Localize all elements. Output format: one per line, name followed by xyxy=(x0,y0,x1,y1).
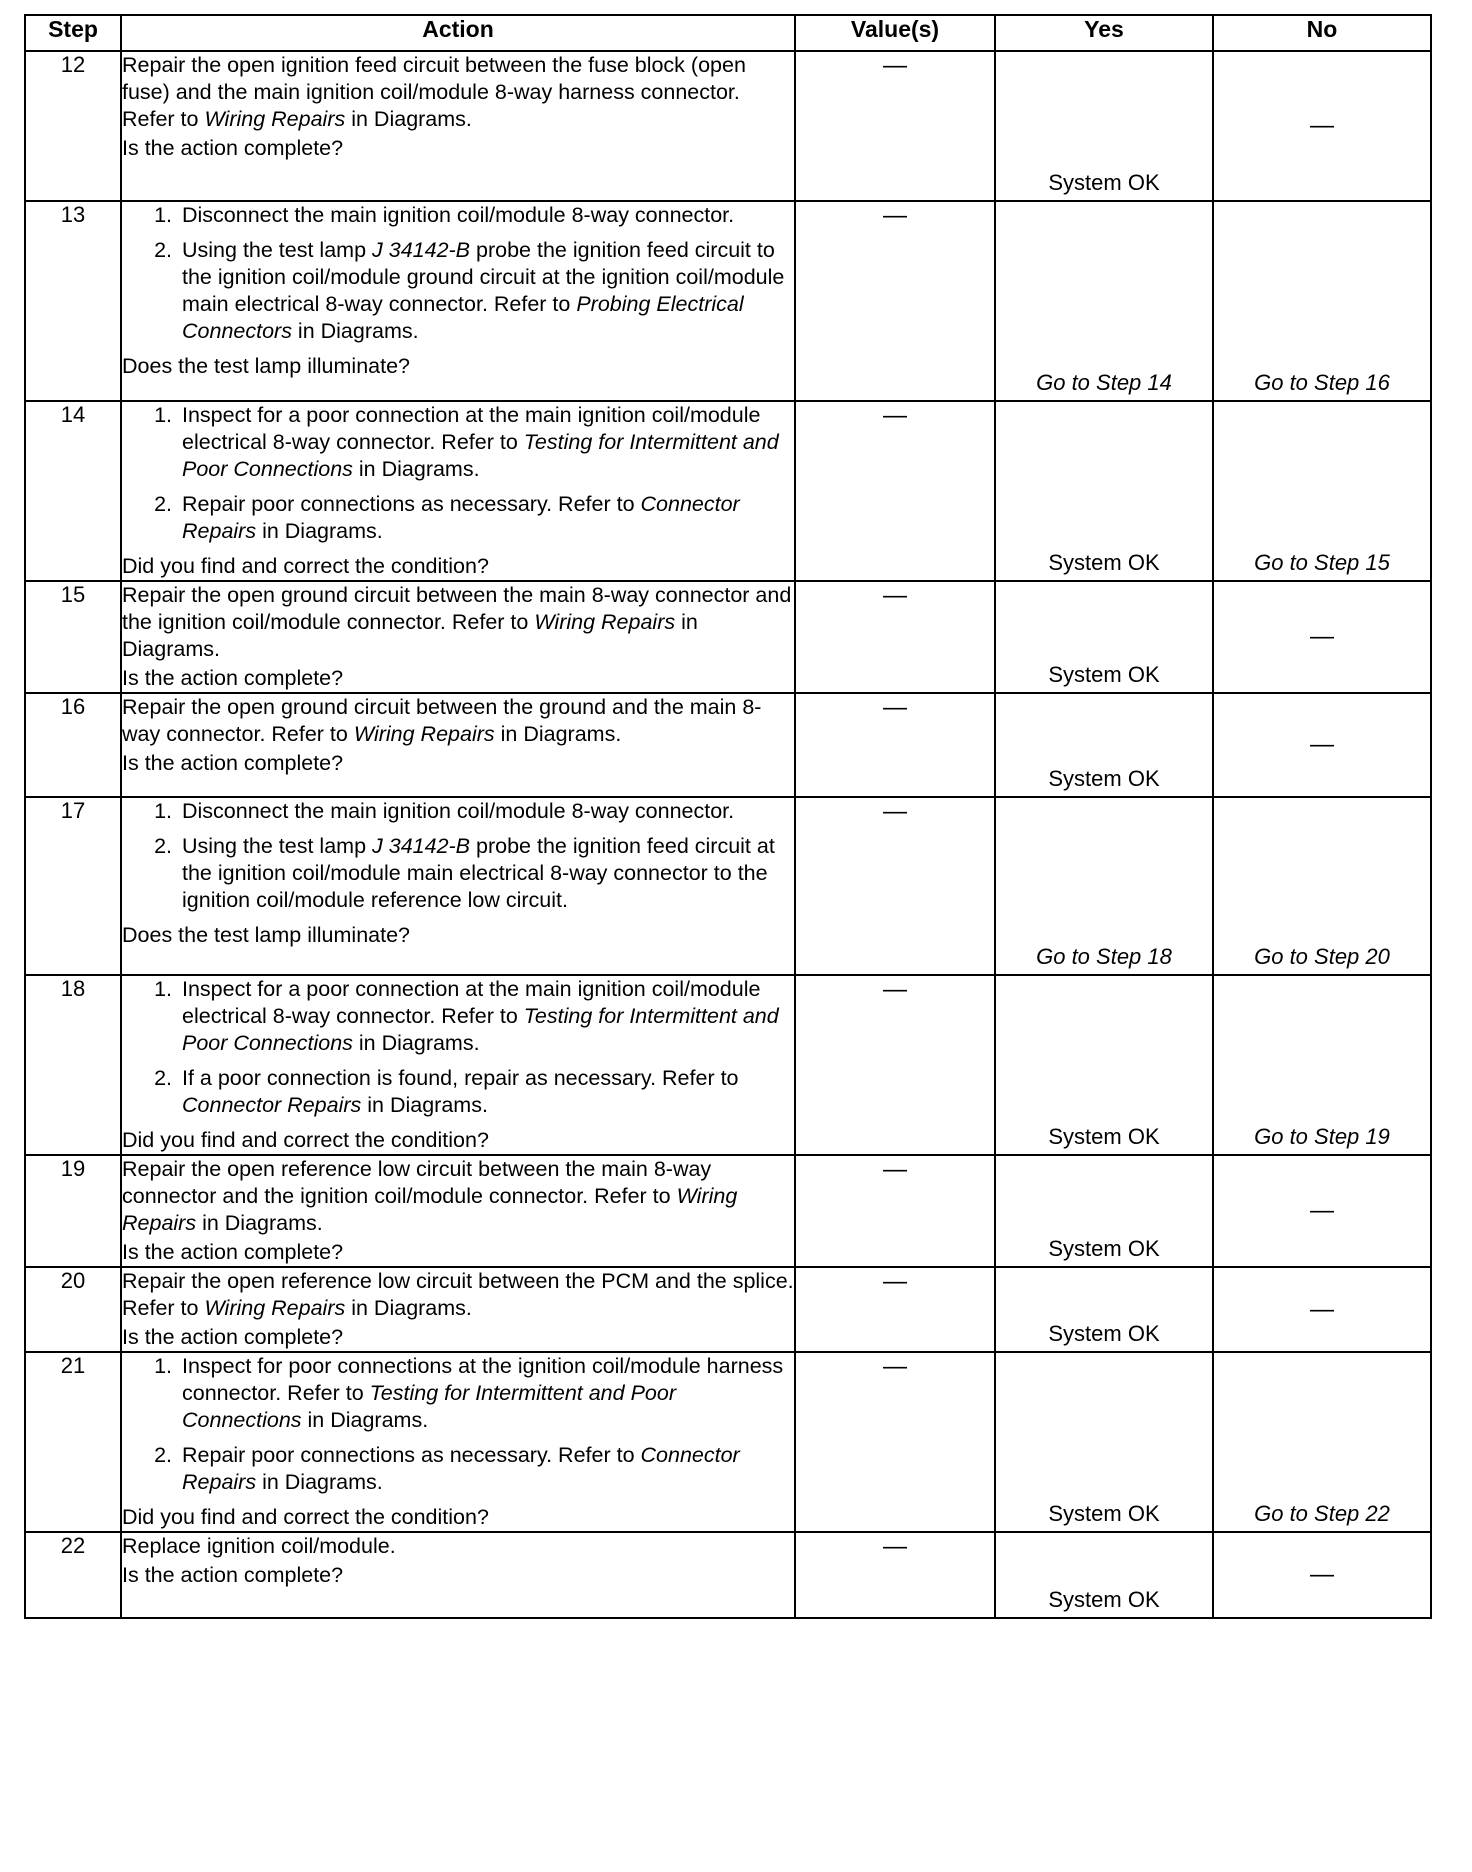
table-row xyxy=(25,201,1431,401)
reference-title: J 34142-B xyxy=(372,238,471,262)
action-step-item xyxy=(178,1442,794,1496)
action-step-item xyxy=(178,976,794,1057)
header-no: No xyxy=(1213,15,1431,51)
yes-result: System OK xyxy=(1048,170,1160,195)
action-question: Is the action complete? xyxy=(122,751,344,775)
header-action: Action xyxy=(121,15,795,51)
step-number: 22 xyxy=(25,1532,121,1618)
no-cell: — xyxy=(1213,1267,1431,1352)
action-step-item xyxy=(178,202,794,229)
yes-cell xyxy=(995,1267,1213,1352)
action-paragraph xyxy=(122,1533,794,1560)
header-yes: Yes xyxy=(995,15,1213,51)
action-text-run: Using the test lamp xyxy=(182,834,373,858)
reference-title: Testing for Intermittent and Poor Connections xyxy=(182,1004,779,1055)
value-cell: — xyxy=(795,693,995,797)
action-cell xyxy=(121,201,795,401)
action-text-run: Inspect for a poor connection at the main ignition coil/module electrical 8-way connector. Refer to xyxy=(182,977,761,1028)
no-cell: — xyxy=(1213,581,1431,693)
yes-cell xyxy=(995,201,1213,401)
action-question: Did you find and correct the condition? xyxy=(122,1128,489,1152)
reference-title: Wiring Repairs xyxy=(353,722,495,746)
value-cell: — xyxy=(795,581,995,693)
action-cell xyxy=(121,1532,795,1618)
action-question: Does the test lamp illuminate? xyxy=(122,923,411,947)
action-cell xyxy=(121,1352,795,1532)
action-paragraph xyxy=(122,52,794,133)
action-text-run: Inspect for poor connections at the ignition coil/module harness connector. Refer to xyxy=(182,1354,784,1405)
yes-cell xyxy=(995,401,1213,581)
action-text-run: Repair poor connections as necessary. Refer to xyxy=(182,492,641,516)
step-number: 17 xyxy=(25,797,121,975)
step-number: 14 xyxy=(25,401,121,581)
action-text-run: Replace ignition coil/module. xyxy=(122,1534,396,1558)
table-row xyxy=(25,581,1431,693)
action-text-run: in Diagrams. xyxy=(352,457,480,481)
no-cell: — xyxy=(1213,51,1431,201)
header-values: Value(s) xyxy=(795,15,995,51)
action-step-item xyxy=(178,1353,794,1434)
table-row xyxy=(25,693,1431,797)
reference-title: Testing for Intermittent and Poor Connections xyxy=(182,1381,676,1432)
yes-result: System OK xyxy=(1048,1321,1160,1346)
reference-title: J 34142-B xyxy=(372,834,471,858)
action-steps-list xyxy=(122,1353,794,1496)
action-step-item xyxy=(178,1065,794,1119)
no-result: Go to Step 19 xyxy=(1254,1124,1390,1149)
value-cell: — xyxy=(795,975,995,1155)
action-text-run: Inspect for a poor connection at the main ignition coil/module electrical 8-way connector. Refer to xyxy=(182,403,761,454)
no-cell xyxy=(1213,401,1431,581)
action-text-run: in Diagrams. xyxy=(291,319,419,343)
action-text-run: Repair the open reference low circuit between the main 8-way connector and the ignition coil/module connector. Refer to xyxy=(122,1157,712,1208)
yes-result: Go to Step 18 xyxy=(1036,944,1172,969)
reference-title: Wiring Repairs xyxy=(204,1296,346,1320)
no-result: Go to Step 22 xyxy=(1254,1501,1390,1526)
value-cell: — xyxy=(795,1532,995,1618)
value-cell: — xyxy=(795,1352,995,1532)
action-steps-list xyxy=(122,976,794,1119)
action-step-item xyxy=(178,798,794,825)
value-cell: — xyxy=(795,797,995,975)
value-cell: — xyxy=(795,51,995,201)
yes-result: Go to Step 14 xyxy=(1036,370,1172,395)
action-text-run: Repair the open ignition feed circuit between the fuse block (open fuse) and the main ignition coil/module 8-way harness connector. Refer to xyxy=(122,53,746,131)
value-cell: — xyxy=(795,201,995,401)
action-steps-list xyxy=(122,798,794,914)
action-cell xyxy=(121,1155,795,1267)
step-number: 21 xyxy=(25,1352,121,1532)
action-text-run: Disconnect the main ignition coil/module 8-way connector. xyxy=(182,203,735,227)
action-step-item xyxy=(178,402,794,483)
action-text-run: in Diagrams. xyxy=(256,1470,383,1494)
no-cell: — xyxy=(1213,693,1431,797)
action-text-run: in Diagrams. xyxy=(301,1408,429,1432)
step-number: 13 xyxy=(25,201,121,401)
action-step-item xyxy=(178,833,794,914)
no-cell: — xyxy=(1213,1155,1431,1267)
value-cell: — xyxy=(795,1155,995,1267)
action-text-run: in Diagrams. xyxy=(196,1211,323,1235)
yes-cell xyxy=(995,51,1213,201)
action-cell xyxy=(121,581,795,693)
no-cell xyxy=(1213,201,1431,401)
no-cell xyxy=(1213,975,1431,1155)
yes-cell xyxy=(995,1155,1213,1267)
action-question: Is the action complete? xyxy=(122,1563,344,1587)
reference-title: Wiring Repairs xyxy=(122,1184,738,1235)
action-cell xyxy=(121,693,795,797)
table-row xyxy=(25,975,1431,1155)
action-text-run: in Diagrams. xyxy=(345,1296,472,1320)
action-cell xyxy=(121,401,795,581)
yes-result: System OK xyxy=(1048,1236,1160,1261)
diagnostic-table xyxy=(24,14,1432,1619)
yes-cell xyxy=(995,975,1213,1155)
action-text-run: in Diagrams. xyxy=(494,722,622,746)
action-question: Is the action complete? xyxy=(122,666,344,690)
action-step-item xyxy=(178,491,794,545)
action-text-run: Repair poor connections as necessary. Refer to xyxy=(182,1443,641,1467)
yes-result: System OK xyxy=(1048,550,1160,575)
action-text-run: in Diagrams. xyxy=(361,1093,488,1117)
table-row xyxy=(25,1532,1431,1618)
action-cell xyxy=(121,51,795,201)
action-question: Did you find and correct the condition? xyxy=(122,1505,489,1529)
table-row xyxy=(25,401,1431,581)
table-row xyxy=(25,1267,1431,1352)
yes-cell xyxy=(995,1352,1213,1532)
action-paragraph xyxy=(122,1156,794,1237)
no-result: Go to Step 15 xyxy=(1254,550,1390,575)
action-question: Is the action complete? xyxy=(122,1240,344,1264)
step-number: 19 xyxy=(25,1155,121,1267)
step-number: 16 xyxy=(25,693,121,797)
table-row xyxy=(25,51,1431,201)
step-number: 18 xyxy=(25,975,121,1155)
reference-title: Testing for Intermittent and Poor Connections xyxy=(182,430,779,481)
action-text-run: Repair the open ground circuit between the main 8-way connector and the ignition coil/module connector. Refer to xyxy=(122,583,792,634)
no-result: Go to Step 16 xyxy=(1254,370,1390,395)
yes-cell xyxy=(995,581,1213,693)
yes-result: System OK xyxy=(1048,662,1160,687)
action-cell xyxy=(121,797,795,975)
no-cell: — xyxy=(1213,1532,1431,1618)
action-text-run: If a poor connection is found, repair as necessary. Refer to xyxy=(182,1066,739,1090)
action-question: Is the action complete? xyxy=(122,1325,344,1349)
action-paragraph xyxy=(122,694,794,748)
table-row xyxy=(25,1352,1431,1532)
action-text-run: in Diagrams. xyxy=(256,519,383,543)
reference-title: Wiring Repairs xyxy=(534,610,676,634)
action-paragraph xyxy=(122,582,794,663)
yes-cell xyxy=(995,1532,1213,1618)
value-cell: — xyxy=(795,1267,995,1352)
yes-result: System OK xyxy=(1048,766,1160,791)
action-text-run: in Diagrams. xyxy=(352,1031,480,1055)
table-row xyxy=(25,1155,1431,1267)
no-cell xyxy=(1213,1352,1431,1532)
action-text-run: in Diagrams. xyxy=(122,610,698,661)
action-question: Did you find and correct the condition? xyxy=(122,554,489,578)
action-step-item xyxy=(178,237,794,345)
action-text-run: Disconnect the main ignition coil/module 8-way connector. xyxy=(182,799,735,823)
action-text-run: probe the ignition feed circuit at the ignition coil/module main electrical 8-way connector to the ignition coil/module reference low circuit. xyxy=(182,834,775,912)
header-row xyxy=(25,15,1431,51)
action-question: Is the action complete? xyxy=(122,136,344,160)
value-cell: — xyxy=(795,401,995,581)
yes-cell xyxy=(995,693,1213,797)
step-number: 12 xyxy=(25,51,121,201)
action-steps-list xyxy=(122,402,794,545)
action-text-run: probe the ignition feed circuit to the ignition coil/module ground circuit at the ignition coil/module main electrical 8-way connector. Refer to xyxy=(182,238,785,316)
action-steps-list xyxy=(122,202,794,345)
no-result: Go to Step 20 xyxy=(1254,944,1390,969)
reference-title: Connector Repairs xyxy=(182,1093,362,1117)
yes-result: System OK xyxy=(1048,1124,1160,1149)
action-question: Does the test lamp illuminate? xyxy=(122,354,411,378)
reference-title: Wiring Repairs xyxy=(204,107,346,131)
step-number: 15 xyxy=(25,581,121,693)
header-step: Step xyxy=(25,15,121,51)
action-text-run: Using the test lamp xyxy=(182,238,373,262)
reference-title: Probing Electrical Connectors xyxy=(182,292,744,343)
table-row xyxy=(25,797,1431,975)
reference-title: Connector Repairs xyxy=(182,1443,740,1494)
action-cell xyxy=(121,1267,795,1352)
yes-result: System OK xyxy=(1048,1501,1160,1526)
action-text-run: in Diagrams. xyxy=(345,107,472,131)
reference-title: Connector Repairs xyxy=(182,492,740,543)
action-text-run: Repair the open ground circuit between the ground and the main 8-way connector. Refer to xyxy=(122,695,762,746)
yes-cell xyxy=(995,797,1213,975)
action-paragraph xyxy=(122,1268,794,1322)
action-cell xyxy=(121,975,795,1155)
action-text-run: Repair the open reference low circuit between the PCM and the splice. Refer to xyxy=(122,1269,794,1320)
no-cell xyxy=(1213,797,1431,975)
yes-result: System OK xyxy=(1048,1587,1160,1612)
step-number: 20 xyxy=(25,1267,121,1352)
